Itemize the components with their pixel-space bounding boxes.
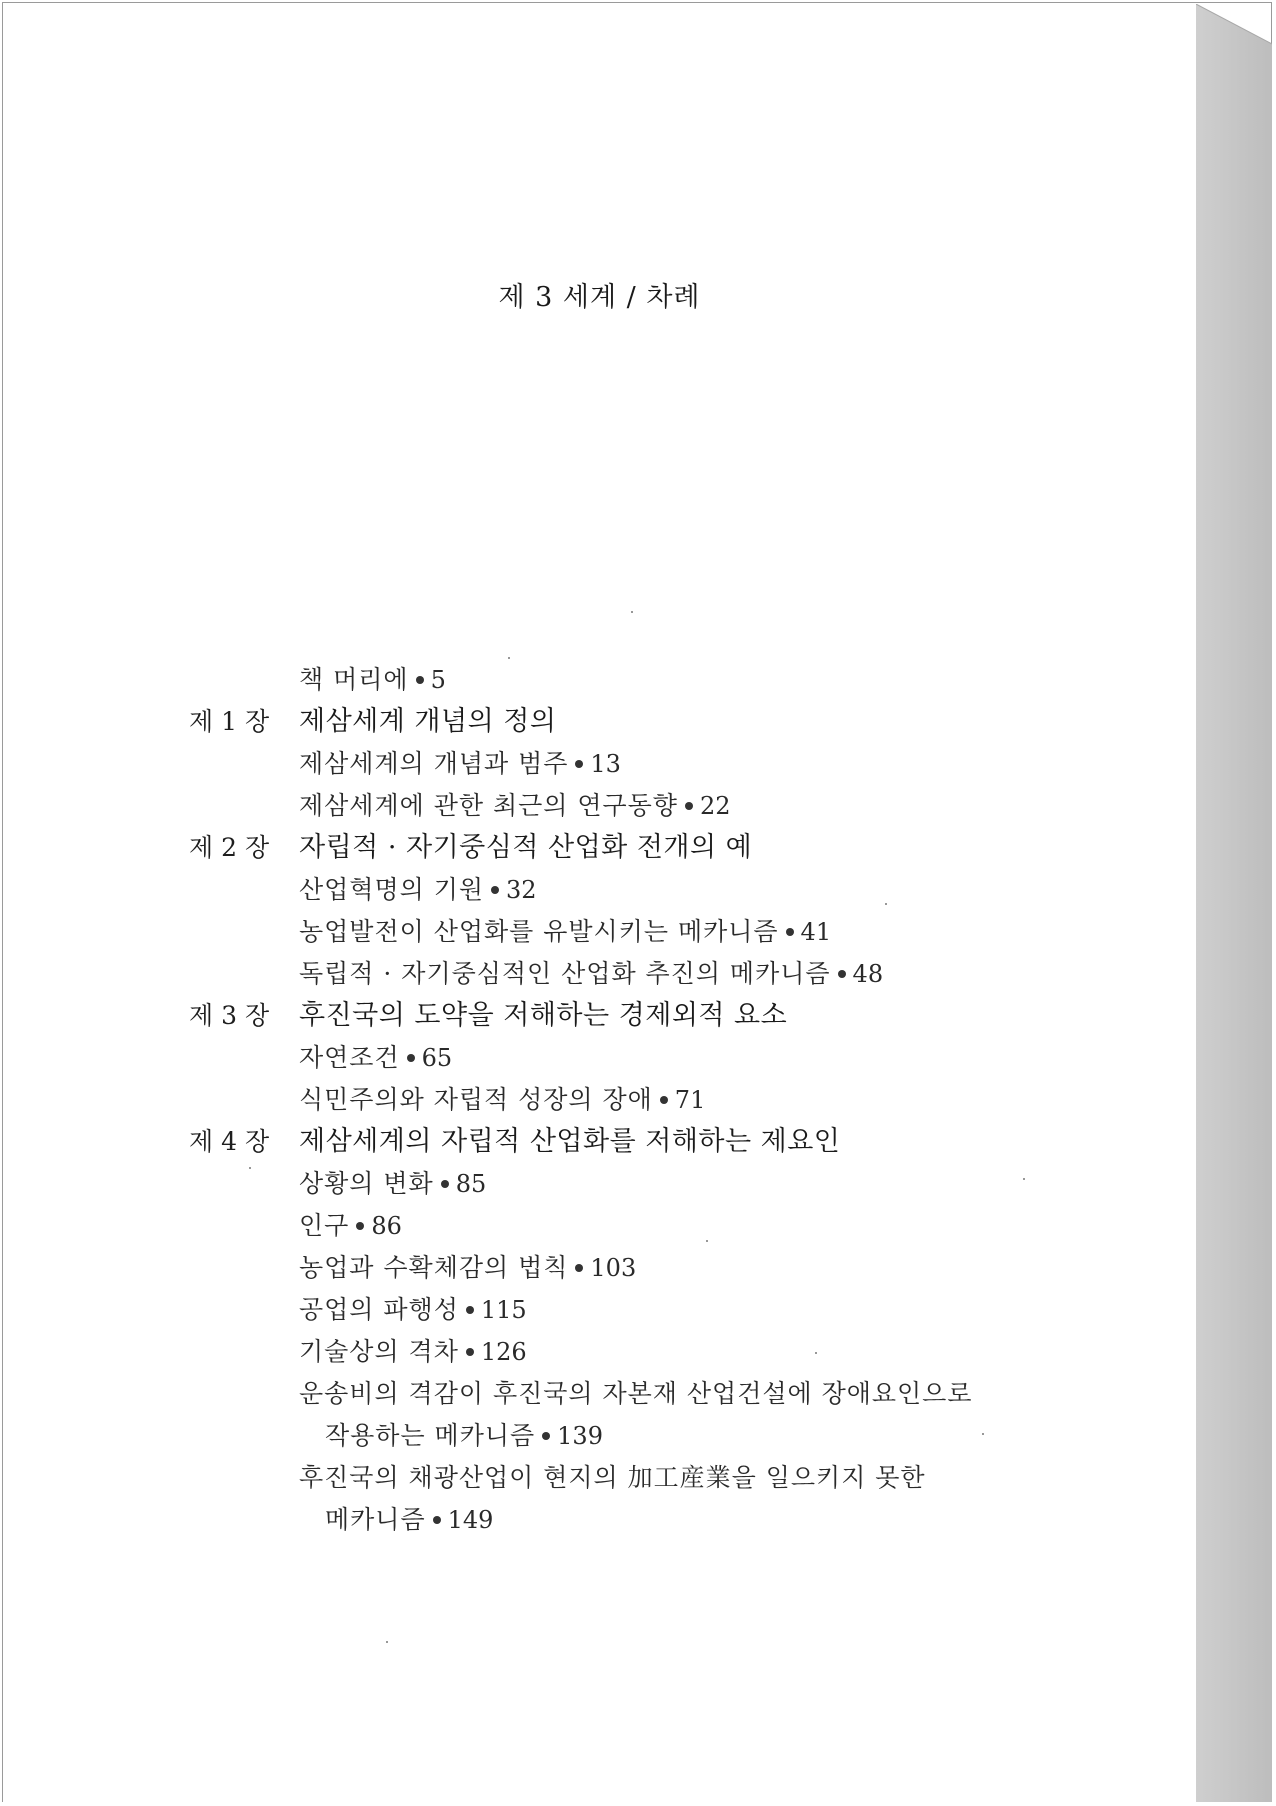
- toc-section-row: [3, 659, 1196, 701]
- section-title: 제삼세계에 관한 최근의 연구동향: [299, 791, 678, 820]
- section-entry: [299, 1079, 705, 1121]
- toc-section-row: [3, 1205, 1196, 1247]
- toc-chapter-row: [3, 1121, 1196, 1163]
- bullet-dot-icon: [416, 676, 424, 684]
- section-entry: [299, 1457, 926, 1499]
- toc-section-row: [3, 1331, 1196, 1373]
- section-title: 농업과 수확체감의 법칙: [299, 1253, 569, 1282]
- bullet-dot-icon: [542, 1432, 550, 1440]
- section-entry: [299, 953, 883, 995]
- page-number: 115: [480, 1296, 527, 1324]
- page-number: 5: [430, 666, 446, 694]
- chapter-label: 제 2 장: [189, 833, 270, 862]
- section-entry: [299, 1247, 636, 1289]
- paper-speck: [982, 1433, 984, 1435]
- page-number: 32: [506, 876, 537, 904]
- section-title: 인구: [299, 1211, 350, 1240]
- page-number: 65: [421, 1044, 453, 1072]
- page-number: 149: [447, 1506, 494, 1534]
- toc-section-row: [3, 1373, 1196, 1415]
- page-number: 86: [371, 1212, 402, 1240]
- section-title: 운송비의 격감이 후진국의 자본재 산업건설에 장애요인으로: [299, 1379, 973, 1408]
- bullet-dot-icon: [466, 1348, 474, 1356]
- paper-speck: [1023, 1178, 1025, 1180]
- toc-section-row: [3, 869, 1196, 911]
- chapter-title: 후진국의 도약을 저해하는 경제외적 요소: [299, 1000, 788, 1031]
- section-entry: [299, 1037, 452, 1079]
- chapter-label: 제 3 장: [189, 1001, 270, 1030]
- toc-section-row: [3, 1415, 1196, 1457]
- toc-section-row: [3, 785, 1196, 827]
- bullet-dot-icon: [433, 1516, 441, 1524]
- section-title: 자연조건: [299, 1043, 400, 1072]
- section-title: 농업발전이 산업화를 유발시키는 메카니즘: [299, 917, 779, 946]
- section-title: 책 머리에: [299, 665, 409, 694]
- section-entry: [299, 1289, 527, 1331]
- page-number: 85: [455, 1170, 487, 1198]
- paper-speck: [815, 1352, 817, 1354]
- section-entry: [299, 911, 831, 953]
- page-number: 103: [590, 1254, 637, 1282]
- section-entry: [299, 1373, 973, 1415]
- toc-section-row: [3, 911, 1196, 953]
- bullet-dot-icon: [838, 970, 846, 978]
- chapter-title: 제삼세계 개념의 정의: [299, 706, 557, 737]
- document-page: [3, 3, 1196, 1802]
- book-side-edge: [1196, 4, 1272, 1802]
- bullet-dot-icon: [786, 928, 794, 936]
- section-title: 후진국의 채광산업이 현지의 加工産業을 일으키지 못한: [299, 1463, 926, 1492]
- paper-speck: [386, 1641, 388, 1643]
- document-title: 제 3 세계 / 차례: [498, 282, 701, 313]
- toc-section-row: [3, 1163, 1196, 1205]
- toc-section-row: [3, 1079, 1196, 1121]
- page-number: 22: [699, 792, 731, 820]
- toc-section-row: [3, 953, 1196, 995]
- section-title: 식민주의와 자립적 성장의 장애: [299, 1085, 653, 1114]
- chapter-label: 제 1 장: [189, 707, 270, 736]
- paper-speck: [249, 1167, 251, 1169]
- toc-section-row: [3, 1247, 1196, 1289]
- page-number: 48: [852, 960, 884, 988]
- paper-speck: [885, 903, 887, 905]
- toc-chapter-row: [3, 701, 1196, 743]
- section-entry: [299, 1163, 486, 1205]
- paper-speck: [706, 1240, 708, 1242]
- section-entry: [299, 1331, 527, 1373]
- bullet-dot-icon: [491, 886, 499, 894]
- section-entry: [325, 1415, 603, 1457]
- section-entry: [299, 659, 446, 701]
- bullet-dot-icon: [575, 760, 583, 768]
- section-title: 작용하는 메카니즘: [325, 1421, 536, 1450]
- bullet-dot-icon: [407, 1054, 415, 1062]
- paper-speck: [508, 657, 510, 659]
- page-number: 126: [480, 1338, 527, 1366]
- toc-chapter-row: [3, 827, 1196, 869]
- bullet-dot-icon: [685, 802, 693, 810]
- chapter-title: 자립적 · 자기중심적 산업화 전개의 예: [299, 832, 753, 863]
- toc-section-row: [3, 1457, 1196, 1499]
- section-entry: [299, 785, 731, 827]
- bullet-dot-icon: [466, 1306, 474, 1314]
- bullet-dot-icon: [660, 1096, 668, 1104]
- section-entry: [299, 869, 537, 911]
- page-number: 13: [590, 750, 621, 778]
- page-number: 139: [557, 1422, 603, 1450]
- section-title: 기술상의 격차: [299, 1337, 459, 1366]
- section-title: 제삼세계의 개념과 범주: [299, 749, 569, 778]
- section-title: 공업의 파행성: [299, 1295, 459, 1324]
- section-title: 상황의 변화: [299, 1169, 434, 1198]
- chapter-label: 제 4 장: [189, 1127, 270, 1156]
- chapter-title: 제삼세계의 자립적 산업화를 저해하는 제요인: [299, 1126, 841, 1157]
- toc-section-row: [3, 1289, 1196, 1331]
- bullet-dot-icon: [575, 1264, 583, 1272]
- section-title: 메카니즘: [325, 1505, 426, 1534]
- toc-section-row: [3, 1037, 1196, 1079]
- section-title: 독립적 · 자기중심적인 산업화 추진의 메카니즘: [299, 959, 831, 988]
- page-number: 41: [800, 918, 832, 946]
- page-number: 71: [674, 1086, 706, 1114]
- section-title: 산업혁명의 기원: [299, 875, 484, 904]
- paper-speck: [631, 611, 633, 613]
- toc-section-row: [3, 743, 1196, 785]
- section-entry: [299, 1205, 402, 1247]
- toc-section-row: [3, 1499, 1196, 1541]
- toc-chapter-row: [3, 995, 1196, 1037]
- section-entry: [299, 743, 621, 785]
- bullet-dot-icon: [356, 1222, 364, 1230]
- section-entry: [325, 1499, 493, 1541]
- bullet-dot-icon: [441, 1180, 449, 1188]
- table-of-contents: [3, 3, 1196, 1802]
